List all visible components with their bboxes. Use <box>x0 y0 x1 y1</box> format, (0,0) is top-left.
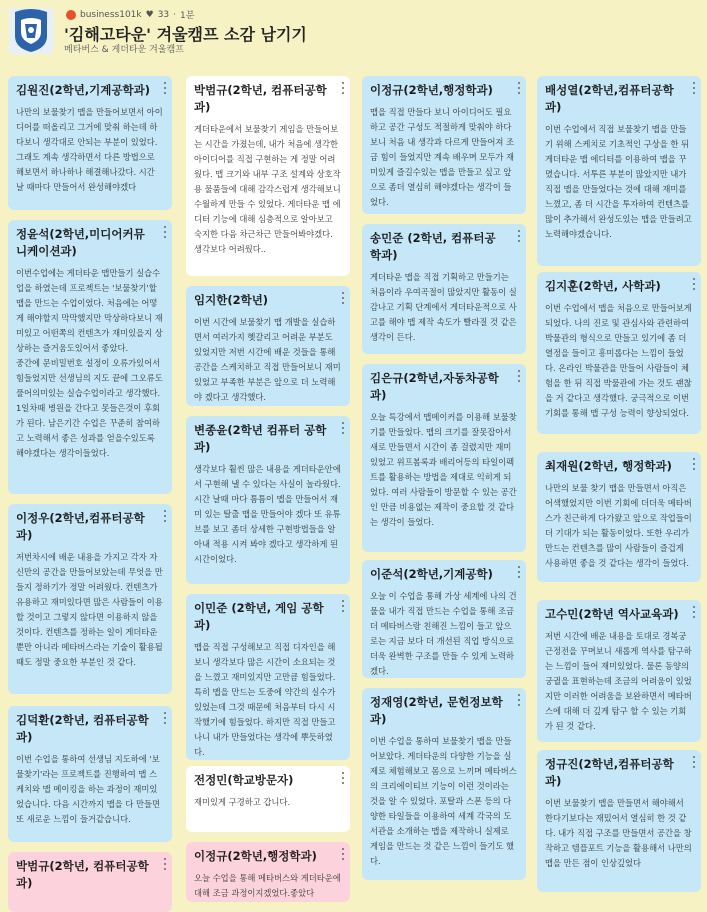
post-card[interactable] <box>362 364 526 552</box>
post-body: 오늘 이 수업을 통해 가상 세계에 나의 건물을 내가 직접 만드는 수업을 통해 조금 더 메타버스랑 친해진 느낌이 들고 앞으로는 지금 보다 더 개선된 직업 방식으로 더욱 완벽한 구조를 만들 수 있게 노력하겠다. <box>370 591 517 676</box>
post-body: 저번 시간에 배운 내용을 토대로 경복궁 근정전을 꾸며보니 새롭게 역사를 탐구하는 느낌이 들어 재미있었다. 물론 동양의 궁궐을 표현하는데 조금의 어려움이 있었지만 이러한 어려움을 보완하면서 메타버스에 대해 더 깊게 탐구 할 수 있는 기회가 된 것 같다. <box>545 631 692 731</box>
post-author: 김원진(2학년,기계공학과) <box>16 83 150 97</box>
page-title: '김해고타운' 겨울캠프 소감 남기기 <box>64 25 307 44</box>
more-vertical-icon[interactable] <box>516 566 522 578</box>
more-vertical-icon[interactable] <box>516 82 522 94</box>
more-vertical-icon[interactable] <box>691 606 697 618</box>
post-author: 고수민(2학년 역사교육과) <box>545 607 679 621</box>
post-body: 저번차시에 배운 내용을 가지고 각자 자신만의 공간을 만들어보았는데 무엇을 만들지 정하기가 정말 어려웠다. 컨텐츠가 유용하고 재미있다면 많은 사람들이 이용할 것이고 그렇지 않다면 이용하지 않을 것이다. 컨텐츠를 정하는 일이 게더타운뿐만 아니라 메타버스라는 기술이 활용될 때도 정말 중요한 부분인 것 같다. <box>16 552 163 667</box>
more-vertical-icon[interactable] <box>691 82 697 94</box>
post-card[interactable] <box>8 504 172 694</box>
post-card[interactable] <box>537 600 701 742</box>
more-vertical-icon[interactable] <box>162 510 168 522</box>
post-card[interactable] <box>186 594 350 760</box>
more-vertical-icon[interactable] <box>516 694 522 706</box>
post-card[interactable] <box>362 688 526 880</box>
post-author: 최재원(2학년, 행정학과) <box>545 459 672 473</box>
post-author: 이준석(2학년,기계공학) <box>370 567 493 581</box>
more-vertical-icon[interactable] <box>516 230 522 242</box>
post-author: 송민준 (2학년, 컴퓨터공학과) <box>370 231 496 262</box>
post-author: 박범규(2학년, 컴퓨터공학과) <box>16 859 149 890</box>
post-card[interactable] <box>8 706 172 842</box>
page-subtitle: 메타버스 & 게더타운 겨울캠프 <box>64 45 184 55</box>
more-vertical-icon[interactable] <box>340 600 346 612</box>
post-body: 이번 수업에서 직접 보물찾기 맵을 만들기 위해 스케치로 기초적인 구상을 한 뒤 게더타운 맵 에디터를 이용하여 맵을 꾸몄습니다. 서투른 부분이 많았지만 내가 직접 맵을 만들었다는 것에 대해 재미를 느꼈고, 좀 더 시간을 투자하여 컨텐츠를 많이 추가해서 완성도있는 맵을 만들려고 노력해야겠습니다. <box>545 124 692 239</box>
post-author: 이민준 (2학년, 게임 공학과) <box>194 601 324 632</box>
post-author: 박범규(2학년, 컴퓨터공학과) <box>194 83 327 114</box>
post-body: 오늘 수업을 통해 메타버스와 게더타운에 대해 조금 과정이지겠었다.좋았다 <box>194 873 341 898</box>
post-author: 변종윤(2학년 컴퓨터 공학과) <box>194 423 327 454</box>
more-vertical-icon[interactable] <box>340 292 346 304</box>
post-card[interactable] <box>8 76 172 210</box>
more-vertical-icon[interactable] <box>162 82 168 94</box>
post-body: 게더타운 맵을 직접 기획하고 만들기는 처음이라 우여곡절이 많았지만 활동이 실감나고 기획 단계에서 게더타운적으로 사고를 해야 맵 제작 속도가 빨라질 것 같은 생각이 든다. <box>370 272 517 342</box>
heart-icon[interactable]: ♥ <box>145 9 154 20</box>
post-body: 게더타운에서 보물찾기 게임을 만들어보는 시간을 가졌는데, 내가 처음에 생각한 아이디어를 직접 구현하는 게 정말 어려웠다. 맵 크기와 내부 구조 설계와 상호작용 물품들에 대해 감각스럽게 생각해보니 수월하게 만들 수 있었다. 게더타운 맵 에디터 기능에 대해 심층적으로 알아보고 숙지한 다음 차근차근 만들어봐야겠다. 생각보다 어려웠다.. <box>194 124 341 254</box>
post-body: 이번 수업을 통하여 보물찾기 맵을 만들어보았다. 게더타운의 다양한 기능을 실제로 체험해보고 몸으로 느끼며 메타버스의 크리에이티브 기능이 이런 것이라는 것을 알 수 있었다. 포탈과 스폰 등의 다양한 타일들을 이용하여 세계 각국의 도서관을 소개하는 맵을 제작하니 실제로 게임을 만드는 것 같은 느낌이 들기도 했다. <box>370 736 517 866</box>
more-vertical-icon[interactable] <box>691 458 697 470</box>
post-author: 정규진(2학년,컴퓨터공학과) <box>545 757 674 788</box>
post-card[interactable] <box>362 560 526 678</box>
post-card[interactable] <box>362 76 526 214</box>
post-card[interactable] <box>537 272 701 434</box>
post-body: 이번수업에는 게더타운 맵만들기 실습수업을 하였는데 프로젝트는 '보물찾기'할 맵을 만드는 수업이었다. 처음에는 어떻게 해야할지 막막했지만 막상하다보니 재미있고 어떤쪽의 컨텐츠가 재미있을지 상상하는 즐거움도있어서 좋았다. 중간에 문비밀번호 설정이 오류가있어서 힘들었지만 선생님의 지도 끝에 그오류도 풀어의미있는 실습수업이라고 생각했다. 1일차때 병원을 간다고 못들은것이 후회가 된다. 남은기간 수업은 꾸준히 참여하고 노력해서 좋은 성과를 얻을수있도록 해야겠다는 생각이들었다. <box>16 268 163 458</box>
more-vertical-icon[interactable] <box>340 82 346 94</box>
more-vertical-icon[interactable] <box>162 226 168 238</box>
post-author: 이정규(2학년,행정학과) <box>370 83 493 97</box>
post-author: 전정민(학교방문자) <box>194 773 294 787</box>
post-author: 이정우(2학년,컴퓨터공학과) <box>16 511 145 542</box>
post-card[interactable] <box>8 220 172 494</box>
author-name[interactable]: business101k <box>80 9 142 20</box>
post-card[interactable] <box>186 416 350 584</box>
post-body: 이번 수업에서 맵을 처음으로 만들어보게 되었다. 나의 진로 및 관심사와 관련하여 박물관의 형식으로 만들고 있기에 좀 더 열정을 들이고 흥미롭다는 느낌이 들었다. 온라인 박물관을 만들어 사람들이 체험을 한 뒤 직접 박물관에 가는 것도 괜찮을 거 같다고 생각했다. 궁극적으로 이번 기회를 통해 맵 구성 능력이 향상되었다. <box>545 303 692 418</box>
separator-dot: · <box>173 9 177 20</box>
post-author: 김은규(2학년,자동차공학과) <box>370 371 499 402</box>
more-vertical-icon[interactable] <box>691 278 697 290</box>
post-time: 1분 <box>180 11 195 21</box>
post-body: 맵을 직접 만들다 보니 아이디어도 필요하고 공간 구성도 적절하게 맞춰야 하다보니 처음 내 생각과 다르게 만들어져 조금 힘이 들었지만 계속 배우며 모두가 재미있게 즐길수있는 맵을 만들고 싶고 앞으로 좀더 열심히 해야겠다는 생각이 들었다. <box>370 107 515 207</box>
school-crest-icon <box>9 8 53 54</box>
post-author: 이정규(2학년,행정학과) <box>194 849 317 863</box>
more-vertical-icon[interactable] <box>516 370 522 382</box>
page-header <box>0 0 707 68</box>
post-card[interactable] <box>186 766 350 832</box>
post-card[interactable] <box>8 852 172 912</box>
post-author: 김덕환(2학년, 컴퓨터공학과) <box>16 713 149 744</box>
post-card[interactable] <box>362 224 526 354</box>
post-card[interactable] <box>537 76 701 266</box>
more-vertical-icon[interactable] <box>162 858 168 870</box>
more-vertical-icon[interactable] <box>340 772 346 784</box>
post-card[interactable] <box>537 750 701 892</box>
post-body: 맵을 직접 구성해보고 직접 디자인을 해보니 생각보다 많은 시간이 소요되는 것을 느꼈고 재미있지만 고만큼 힘들었다. 특히 맵을 만드는 도중에 약간의 실수가 있었는데 그것 때문에 처음부터 다시 시작했기에 힘들었다. 하지만 직접 만들고 나니 내가 만들었다는 생각에 뿌듯하였다. <box>194 642 336 757</box>
post-body: 나만의 보물 찾기 맵을 만들면서 아직은 어색했었지만 이번 기회에 더더욱 메타버스가 친근하게 다가왔고 앞으로 작업들이 더 기대가 되는 활동이었다. 또한 우리가 만드는 컨텐츠를 많이 사람들이 즐겁게 사용하면 좋을 것 같다는 생각이 들었다. <box>545 483 692 568</box>
post-body: 나만의 보물찾기 맵을 만들어보면서 아이디어를 떠올리고 그거에 맞춰 하는데 하다보니 생각대로 안되는 부분이 있었다. 그래도 계속 생각하면서 다른 방법으로 해보면서 하나하나 해결해나갔다. 시간 날 때마다 만들어서 완성해야겠다 <box>16 107 163 192</box>
post-card[interactable] <box>186 286 350 406</box>
like-count: 33 <box>157 9 170 20</box>
post-body: 이번 수업을 통하여 선생님 지도하에 '보물찾기'라는 프로젝트를 진행하여 맵 스케치와 맵 메이킹을 하는 과정이 재미있었습니다. 다음 시간까지 맵을 다 만들면 또 새로운 느낌이 들거같습니다. <box>16 754 161 824</box>
post-card[interactable] <box>186 842 350 902</box>
post-body: 이번 보물찾기 맵을 만들면서 해야해서 한다기보다는 재밌어서 열심히 한 것 같다. 내가 직접 구조를 만들면서 공간을 창작하고 템플포트 기능을 활용해서 나만의 맵을 만든 점이 인상깊었다 <box>545 798 692 868</box>
more-vertical-icon[interactable] <box>162 712 168 724</box>
more-vertical-icon[interactable] <box>691 756 697 768</box>
post-author: 정재영(2학년, 문헌정보학과) <box>370 695 503 726</box>
author-avatar[interactable] <box>66 10 76 20</box>
post-author: 배성열(2학년,컴퓨터공학과) <box>545 83 674 114</box>
post-author: 임지한(2학년) <box>194 293 269 307</box>
post-author: 정윤석(2학년,미디어커뮤니케이션과) <box>16 227 145 258</box>
post-body: 생각보다 훨씬 많은 내용을 게더타운안에서 구현해 낼 수 있다는 사실이 놀라웠다. 시간 날때 마다 틈틈이 맵을 만들어서 재미 있는 탈출 맵을 만들어야 겠다 또 유튜브를 보고 좀더 상세한 구현방법들을 알아내 적용 시켜 봐야 겠다고 생각하게 된 시간이었다. <box>194 464 341 564</box>
post-body: 재미있게 구경하고 갑니다. <box>194 797 291 807</box>
post-body: 오늘 특강에서 맵메이커를 이용해 보물찾기를 만들었다. 맵의 크기를 잘못잡아서 새로 만들면서 시간이 좀 걸렸지만 재미있었고 위프봄록과 배리어등의 타일이펙트를 활용하는 방법을 제대로 익히게 되었다. 여러 사람들이 방문할 수 있는 공간인 만큼 비용없는 제작이 중요할 것 같다는 생각이 들었다. <box>370 412 517 527</box>
post-meta <box>66 8 194 21</box>
post-card[interactable] <box>537 452 701 582</box>
more-vertical-icon[interactable] <box>340 848 346 860</box>
post-author: 김지훈(2학년, 사학과) <box>545 279 661 293</box>
post-body: 이번 시간에 보물찾기 맵 개발을 실습하면서 여러가지 헷갈리고 어려운 부분도 있었지만 저번 시간에 배운 것들을 통해 공간을 스케치하고 직접 만들어보니 재미있었고 부족한 부분은 앞으로 더 노력해야 겠다고 생각했다. <box>194 317 341 402</box>
more-vertical-icon[interactable] <box>340 422 346 434</box>
post-card[interactable] <box>186 76 350 276</box>
